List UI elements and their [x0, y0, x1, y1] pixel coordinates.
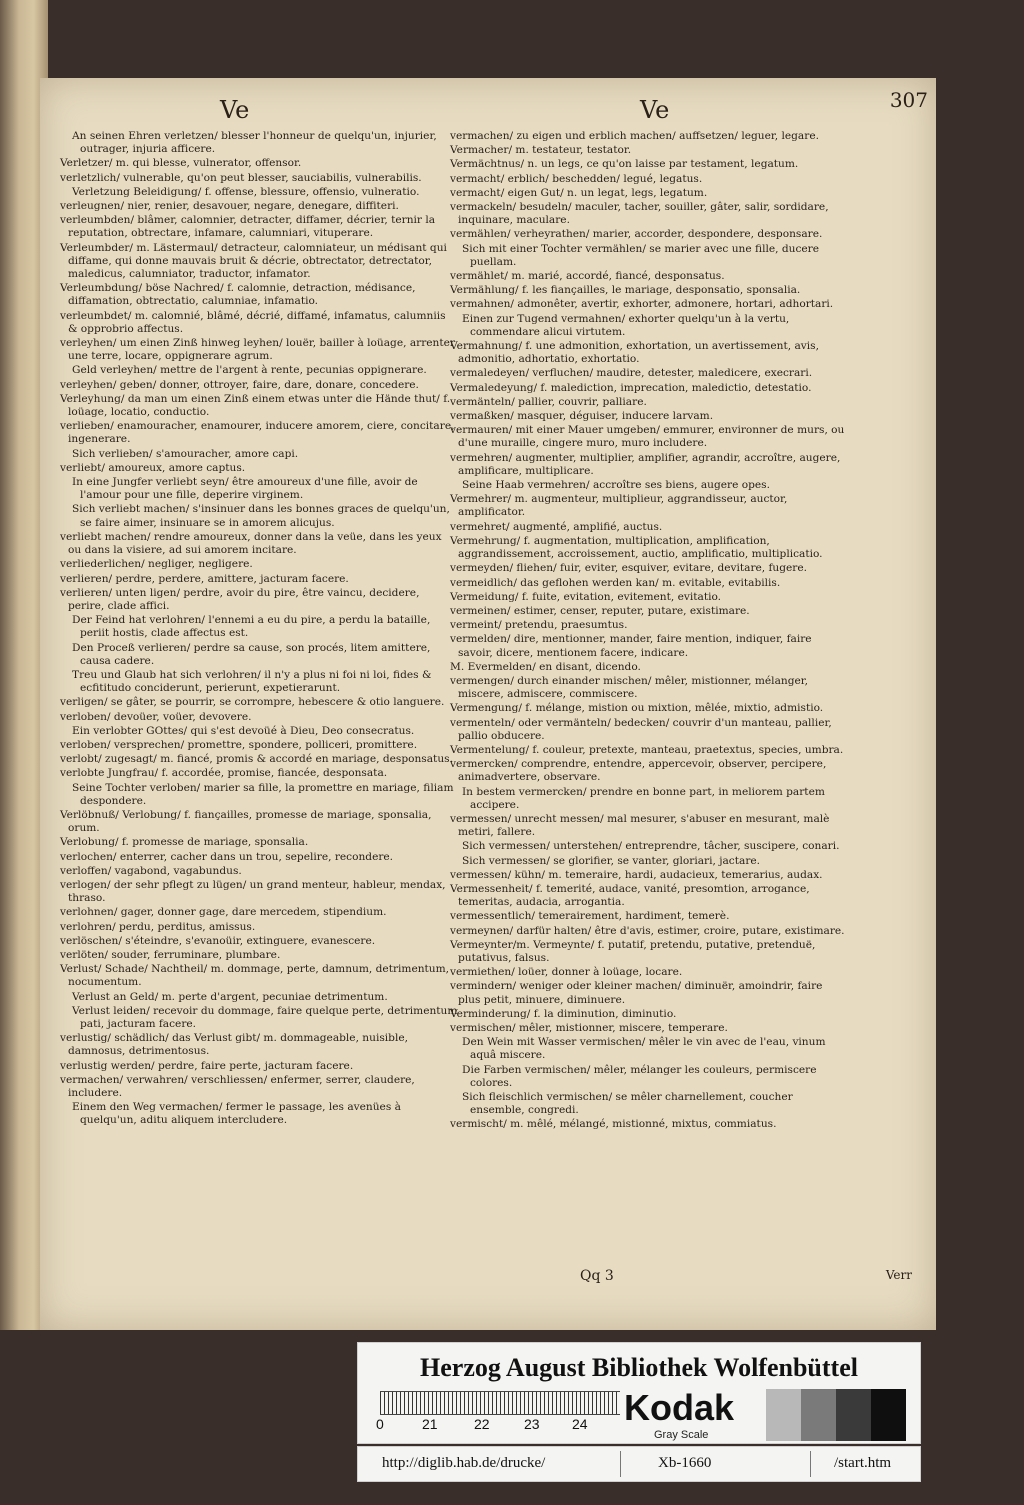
dictionary-entry: vermehret/ augmenté, amplifié, auctus.	[450, 520, 663, 533]
dictionary-entry: vermischen/ mêler, mistionner, miscere, temperare.	[450, 1022, 728, 1034]
library-color-card	[357, 1342, 921, 1444]
dictionary-entry: Verlust leiden/ recevoir du dommage, faire quelque perte, detrimentum pati, jacturam facere.	[72, 1004, 458, 1030]
dictionary-entry: Verlust/ Schade/ Nachtheil/ m. dommage, perte, damnum, detrimentum, nocumentum.	[60, 963, 450, 989]
dictionary-entry: Ein verlobter GOttes/ qui s'est devoüé à Dieu, Deo consecratus.	[72, 724, 415, 737]
dictionary-entry: verlobte Jungfrau/ f. accordée, promise, fiancée, desponsata.	[60, 767, 388, 780]
dictionary-entry: verleyhen/ um einen Zinß hinweg leyhen/ louër, bailler à loüage, arrenter une terre, locare, oppignerare agrum.	[60, 337, 455, 363]
dictionary-entry: Seine Tochter verloben/ marier sa fille, la promettre en mariage, filiam despondere.	[72, 781, 454, 807]
ruler-number: 21	[422, 1416, 438, 1432]
dictionary-entry: verlustig/ schädlich/ das Verlust gibt/ m. dommageable, nuisible, damnosus, detrimentosus.	[60, 1032, 408, 1058]
dictionary-entry: Sich mit einer Tochter vermählen/ se marier avec une fille, ducere puellam.	[462, 242, 819, 268]
source-url-bar	[357, 1446, 921, 1482]
dictionary-entry: verlohren/ perdu, perditus, amissus.	[60, 920, 256, 933]
dictionary-entry: verleyhen/ geben/ donner, ottroyer, faire, dare, donare, concedere.	[60, 378, 419, 391]
ruler-number: 0	[376, 1416, 384, 1432]
gray-swatch	[871, 1389, 906, 1441]
dictionary-entry: Sich fleischlich vermischen/ se mêler charnellement, coucher ensemble, congredi.	[462, 1091, 793, 1117]
dictionary-entry: vermänteln/ pallier, couvrir, palliare.	[450, 395, 647, 408]
dictionary-entry: vermaledeyen/ verfluchen/ maudire, detester, maledicere, execrari.	[450, 367, 813, 380]
dictionary-entry: vermählen/ verheyrathen/ marier, accorder, despondere, desponsare.	[450, 228, 823, 241]
book-page	[40, 78, 936, 1330]
dictionary-entry: Verleumbder/ m. Lästermaul/ detracteur, calomniateur, un médisant qui diffame, qui donne mauvais bruit & décrie, obtrectator, detrectator, maledicus, calumniator, traductor, infamator.	[60, 241, 447, 281]
dictionary-entry: verloben/ devoüer, voüer, devovere.	[60, 710, 252, 723]
running-header	[40, 88, 936, 126]
dictionary-entry: In eine Jungfer verliebt seyn/ être amoureux d'une fille, avoir de l'amour pour une fille, deperire virginem.	[72, 476, 418, 502]
dictionary-entry: Sich verlieben/ s'amouracher, amore capi.	[72, 447, 299, 460]
dictionary-entry: verlieren/ unten ligen/ perdre, avoir du pire, être vaincu, decidere, perire, clade affici.	[60, 586, 420, 612]
dictionary-entry: Einem den Weg vermachen/ fermer le passage, les avenües à quelqu'un, aditu aliquem intercludere.	[72, 1101, 401, 1127]
gray-swatch	[836, 1389, 871, 1441]
dictionary-entry: verletzlich/ vulnerable, qu'on peut blesser, sauciabilis, vulnerabilis.	[60, 171, 422, 184]
kodak-logo: Kodak	[624, 1387, 735, 1428]
dictionary-entry: vermaßken/ masquer, déguiser, inducere larvam.	[450, 410, 714, 423]
dictionary-entry: Verletzer/ m. qui blesse, vulnerator, offensor.	[60, 157, 302, 170]
dictionary-entry: verleumbden/ blâmer, calomnier, detracter, diffamer, décrier, ternir la reputation, obtrectare, infamare, calumniari, vituperare.	[60, 214, 436, 240]
dictionary-entry: vermacht/ erblich/ beschedden/ legué, legatus.	[450, 172, 703, 185]
dictionary-entry: Verlust an Geld/ m. perte d'argent, pecuniae detrimentum.	[72, 990, 388, 1003]
dictionary-entry: vermenteln/ oder vermänteln/ bedecken/ couvrir d'un manteau, pallier, palliо obducere.	[450, 716, 832, 742]
signature-mark: Qq 3	[580, 1268, 614, 1284]
ruler-number: 22	[474, 1416, 490, 1432]
dictionary-entry: Verletzung Beleidigung/ f. offense, blessure, offensio, vulneratio.	[72, 185, 420, 198]
dictionary-entry: Geld verleyhen/ mettre de l'argent à rente, pecunias oppignerare.	[72, 364, 427, 377]
divider	[620, 1451, 621, 1477]
shelfmark: Xb-1660	[658, 1455, 712, 1471]
dictionary-entry: Seine Haab vermehren/ accroître ses biens, augere opes.	[462, 479, 770, 492]
dictionary-entry: verleumbdet/ m. calomnié, blâmé, décrié, diffamé, infamatus, calumniis & opprobrio affectus.	[60, 309, 446, 335]
page-number: 307	[889, 88, 928, 112]
dictionary-entry: Vermehrer/ m. augmenteur, multiplieur, aggrandisseur, auctor, amplificator.	[450, 493, 788, 519]
dictionary-entry: Vermächtnus/ n. un legs, ce qu'on laisse par testament, legatum.	[450, 158, 799, 171]
dictionary-entry: vermischt/ m. mêlé, mélangé, mistionné, mixtus, commiatus.	[450, 1118, 777, 1131]
dictionary-entry: verlustig werden/ perdre, faire perte, jacturam facere.	[60, 1059, 354, 1072]
dictionary-entry: vermessentlich/ temerairement, hardiment, temerè.	[450, 910, 730, 923]
dictionary-entry: verloben/ versprechen/ promettre, spondere, polliceri, promittere.	[60, 738, 418, 751]
dictionary-entry: vermeynen/ darfür halten/ être d'avis, estimer, croire, putare, existimare.	[450, 924, 845, 937]
left-column	[60, 130, 458, 1129]
dictionary-entry: vermählet/ m. marié, accordé, fiancé, desponsatus.	[450, 270, 725, 283]
dictionary-entry: Den Wein mit Wasser vermischen/ mêler le vin avec de l'eau, vinum aquâ miscere.	[462, 1036, 826, 1062]
dictionary-entry: Der Feind hat verlohren/ l'ennemi a eu du pire, a perdu la bataille, periit hostis, clade affectus est.	[72, 614, 431, 640]
dictionary-entry: verlobt/ zugesagt/ m. fiancé, promis & accordé en mariage, desponsatus.	[60, 753, 453, 766]
dictionary-entry: verliebt machen/ rendre amoureux, donner dans la veüe, dans les yeux ou dans la visiere, ad sui amorem incitare.	[60, 530, 442, 557]
url-suffix: /start.htm	[834, 1455, 892, 1471]
catchword: Verr	[885, 1268, 912, 1282]
dictionary-entry: In bestem vermercken/ prendre en bonne part, in meliorem partem accipere.	[462, 785, 825, 811]
dictionary-entry: Einen zur Tugend vermahnen/ exhorter quelqu'un à la vertu, commendare alicui virtutem.	[462, 312, 790, 338]
dictionary-entry: vermiethen/ loüer, donner à loüage, locare.	[450, 966, 683, 979]
dictionary-entry: vermercken/ comprendre, entendre, appercevoir, observer, percipere, animadvertere, observare.	[450, 758, 827, 784]
dictionary-entry: vermacht/ eigen Gut/ n. un legat, legs, legatum.	[450, 186, 708, 199]
dictionary-entry: verlochen/ enterrer, cacher dans un trou, sepelire, recondere.	[60, 850, 394, 863]
gray-swatch	[766, 1389, 801, 1441]
ruler-number: 23	[524, 1416, 540, 1432]
dictionary-entry: Verleumbdung/ böse Nachred/ f. calomnie, detraction, médisance, diffamation, obtrectatio, calumniae, infamatio.	[60, 282, 416, 308]
dictionary-entry: Vermeynter/m. Vermeynte/ f. putatif, pretendu, putative, pretenduë, putativus, falsus.	[450, 938, 816, 964]
dictionary-entry: verlohnen/ gager, donner gage, dare mercedem, stipendium.	[60, 906, 387, 919]
dictionary-entry: Den Proceß verlieren/ perdre sa cause, son procés, litem amittere, causa cadere.	[72, 641, 431, 667]
dictionary-entry: verligen/ se gâter, se pourrir, se corrompre, hebescere & otio languere.	[60, 696, 445, 709]
dictionary-entry: Vermessenheit/ f. temerité, audace, vanité, presomtion, arrogance, temeritas, audacia, arrogantia.	[450, 882, 810, 909]
dictionary-entry: vermackeln/ besudeln/ maculer, tacher, souiller, gâter, salir, sordidare, inquinare, maculare.	[450, 201, 829, 227]
dictionary-entry: verlöschen/ s'éteindre, s'evanoüir, extinguere, evanescere.	[60, 934, 376, 947]
dictionary-entry: verlieben/ enamouracher, enamourer, inducere amorem, ciere, concitare, ingenerare.	[60, 420, 455, 446]
dictionary-entry: Treu und Glaub hat sich verlohren/ il n'y a plus ni foi ni loi, fides & ecfititudo conciderunt, perierunt, expetierarunt.	[72, 668, 432, 695]
dictionary-entry: vermauren/ mit einer Mauer umgeben/ emmurer, environner de murs, ou d'une muraille, cingere muro, muro includere.	[450, 424, 845, 450]
dictionary-entry: verlogen/ der sehr pflegt zu lügen/ un grand menteur, hableur, mendax, thraso.	[60, 878, 446, 905]
header-left: Ve	[220, 96, 250, 124]
dictionary-entry: vermeinen/ estimer, censer, reputer, putare, existimare.	[450, 604, 750, 617]
dictionary-entry: vermeyden/ fliehen/ fuir, eviter, esquiver, evitare, devitare, fugere.	[450, 562, 808, 575]
dictionary-entry: Verlobung/ f. promesse de mariage, sponsalia.	[60, 836, 309, 849]
dictionary-entry: Verleyhung/ da man um einen Zinß einem etwas unter die Hände thut/ f. loüage, locatio, conductio.	[60, 392, 451, 419]
library-name: Herzog August Bibliothek Wolfenbüttel	[420, 1353, 858, 1382]
dictionary-entry: Vermeidung/ f. fuite, evitation, evitement, evitatio.	[450, 590, 722, 603]
url-prefix: http://diglib.hab.de/drucke/	[382, 1455, 546, 1471]
dictionary-entry: vermehren/ augmenter, multiplier, amplifier, agrandir, accroître, augere, amplificare, multiplicare.	[450, 451, 841, 477]
dictionary-entry: Sich vermessen/ unterstehen/ entreprendre, tâcher, suscipere, conari.	[462, 840, 840, 853]
dictionary-entry: vermeidlich/ das geflohen werden kan/ m. evitable, evitabilis.	[450, 576, 781, 589]
dictionary-entry: verliederlichen/ negliger, negligere.	[60, 558, 253, 571]
dictionary-entry: vermachen/ zu eigen und erblich machen/ auffsetzen/ leguer, legare.	[450, 130, 819, 142]
dictionary-entry: vermessen/ unrecht messen/ mal mesurer, s'abuser en mesurant, malè metiri, fallere.	[450, 812, 830, 839]
dictionary-entry: verleugnen/ nier, renier, desavouer, negare, denegare, diffiteri.	[60, 200, 399, 213]
dictionary-entry: Vermengung/ f. mélange, mistion ou mixtion, mêlée, mixtio, admistio.	[450, 702, 824, 715]
dictionary-entry: vermelden/ dire, mentionner, mander, faire mention, indiquer, faire savoir, dicere, mentionem facere, indicare.	[450, 633, 812, 659]
dictionary-entry: vermahnen/ admonêter, avertir, exhorter, admonere, hortari, adhortari.	[450, 298, 834, 311]
dictionary-entry: Verminderung/ f. la diminution, diminutio.	[450, 1007, 677, 1020]
scale-ruler	[380, 1391, 620, 1415]
dictionary-entry: verlöten/ souder, ferruminare, plumbare.	[60, 948, 281, 961]
dictionary-entry: verlieren/ perdre, perdere, amittere, jacturam facere.	[60, 572, 349, 585]
dictionary-entry: Vermaledeyung/ f. malediction, imprecation, maledictio, detestatio.	[450, 381, 812, 394]
dictionary-entry: Vermehrung/ f. augmentation, multiplication, amplification, aggrandissement, accroissement, auctio, amplificatio, multiplicatio.	[450, 534, 823, 561]
dictionary-entry: Sich verliebt machen/ s'insinuer dans les bonnes graces de quelqu'un, se faire aimer, insinuare se in amorem alicujus.	[72, 503, 450, 529]
dictionary-entry: vermachen/ verwahren/ verschliessen/ enfermer, serrer, claudere, includere.	[60, 1073, 415, 1100]
dictionary-entry: Vermählung/ f. les fiançailles, le mariage, desponsatio, sponsalia.	[450, 284, 801, 297]
dictionary-entry: Die Farben vermischen/ mêler, mélanger les couleurs, permiscere colores.	[462, 1063, 817, 1089]
divider	[810, 1451, 811, 1477]
dictionary-entry: vermindern/ weniger oder kleiner machen/ diminuër, amoindrir, faire plus petit, minuere, diminuere.	[450, 980, 823, 1006]
dictionary-entry: Verlöbnuß/ Verlobung/ f. fiançailles, promesse de mariage, sponsalia, orum.	[60, 808, 432, 835]
dictionary-entry: Vermentelung/ f. couleur, pretexte, manteau, praetextus, species, umbra.	[450, 743, 844, 756]
gray-scale-label: Gray Scale	[654, 1429, 709, 1441]
ruler-number: 24	[572, 1416, 588, 1432]
dictionary-entry: Vermacher/ m. testateur, testator.	[450, 144, 632, 157]
header-right: Ve	[640, 96, 670, 124]
dictionary-entry: vermengen/ durch einander mischen/ mêler, mistionner, mélanger, miscere, admiscere, commiscere.	[450, 674, 809, 701]
dictionary-entry: verliebt/ amoureux, amore captus.	[60, 461, 246, 474]
dictionary-entry: vermessen/ kühn/ m. temeraire, hardi, audacieux, temerarius, audax.	[450, 868, 823, 881]
dictionary-entry: An seinen Ehren verletzen/ blesser l'honneur de quelqu'un, injurier, outrager, injuria afficere.	[72, 130, 437, 156]
dictionary-entry: vermeint/ pretendu, praesumtus.	[450, 619, 628, 632]
dictionary-entry: M. Evermelden/ en disant, dicendo.	[450, 660, 641, 673]
dictionary-entry: Vermahnung/ f. une admonition, exhortation, un avertissement, avis, admonitio, adhortatio, exhortatio.	[450, 340, 819, 366]
dictionary-entry: verloffen/ vagabond, vagabundus.	[60, 864, 242, 877]
gray-swatch	[801, 1389, 836, 1441]
right-column	[450, 130, 848, 1133]
dictionary-entry: Sich vermessen/ se glorifier, se vanter, gloriari, jactare.	[462, 854, 761, 867]
gray-swatches	[766, 1389, 906, 1441]
